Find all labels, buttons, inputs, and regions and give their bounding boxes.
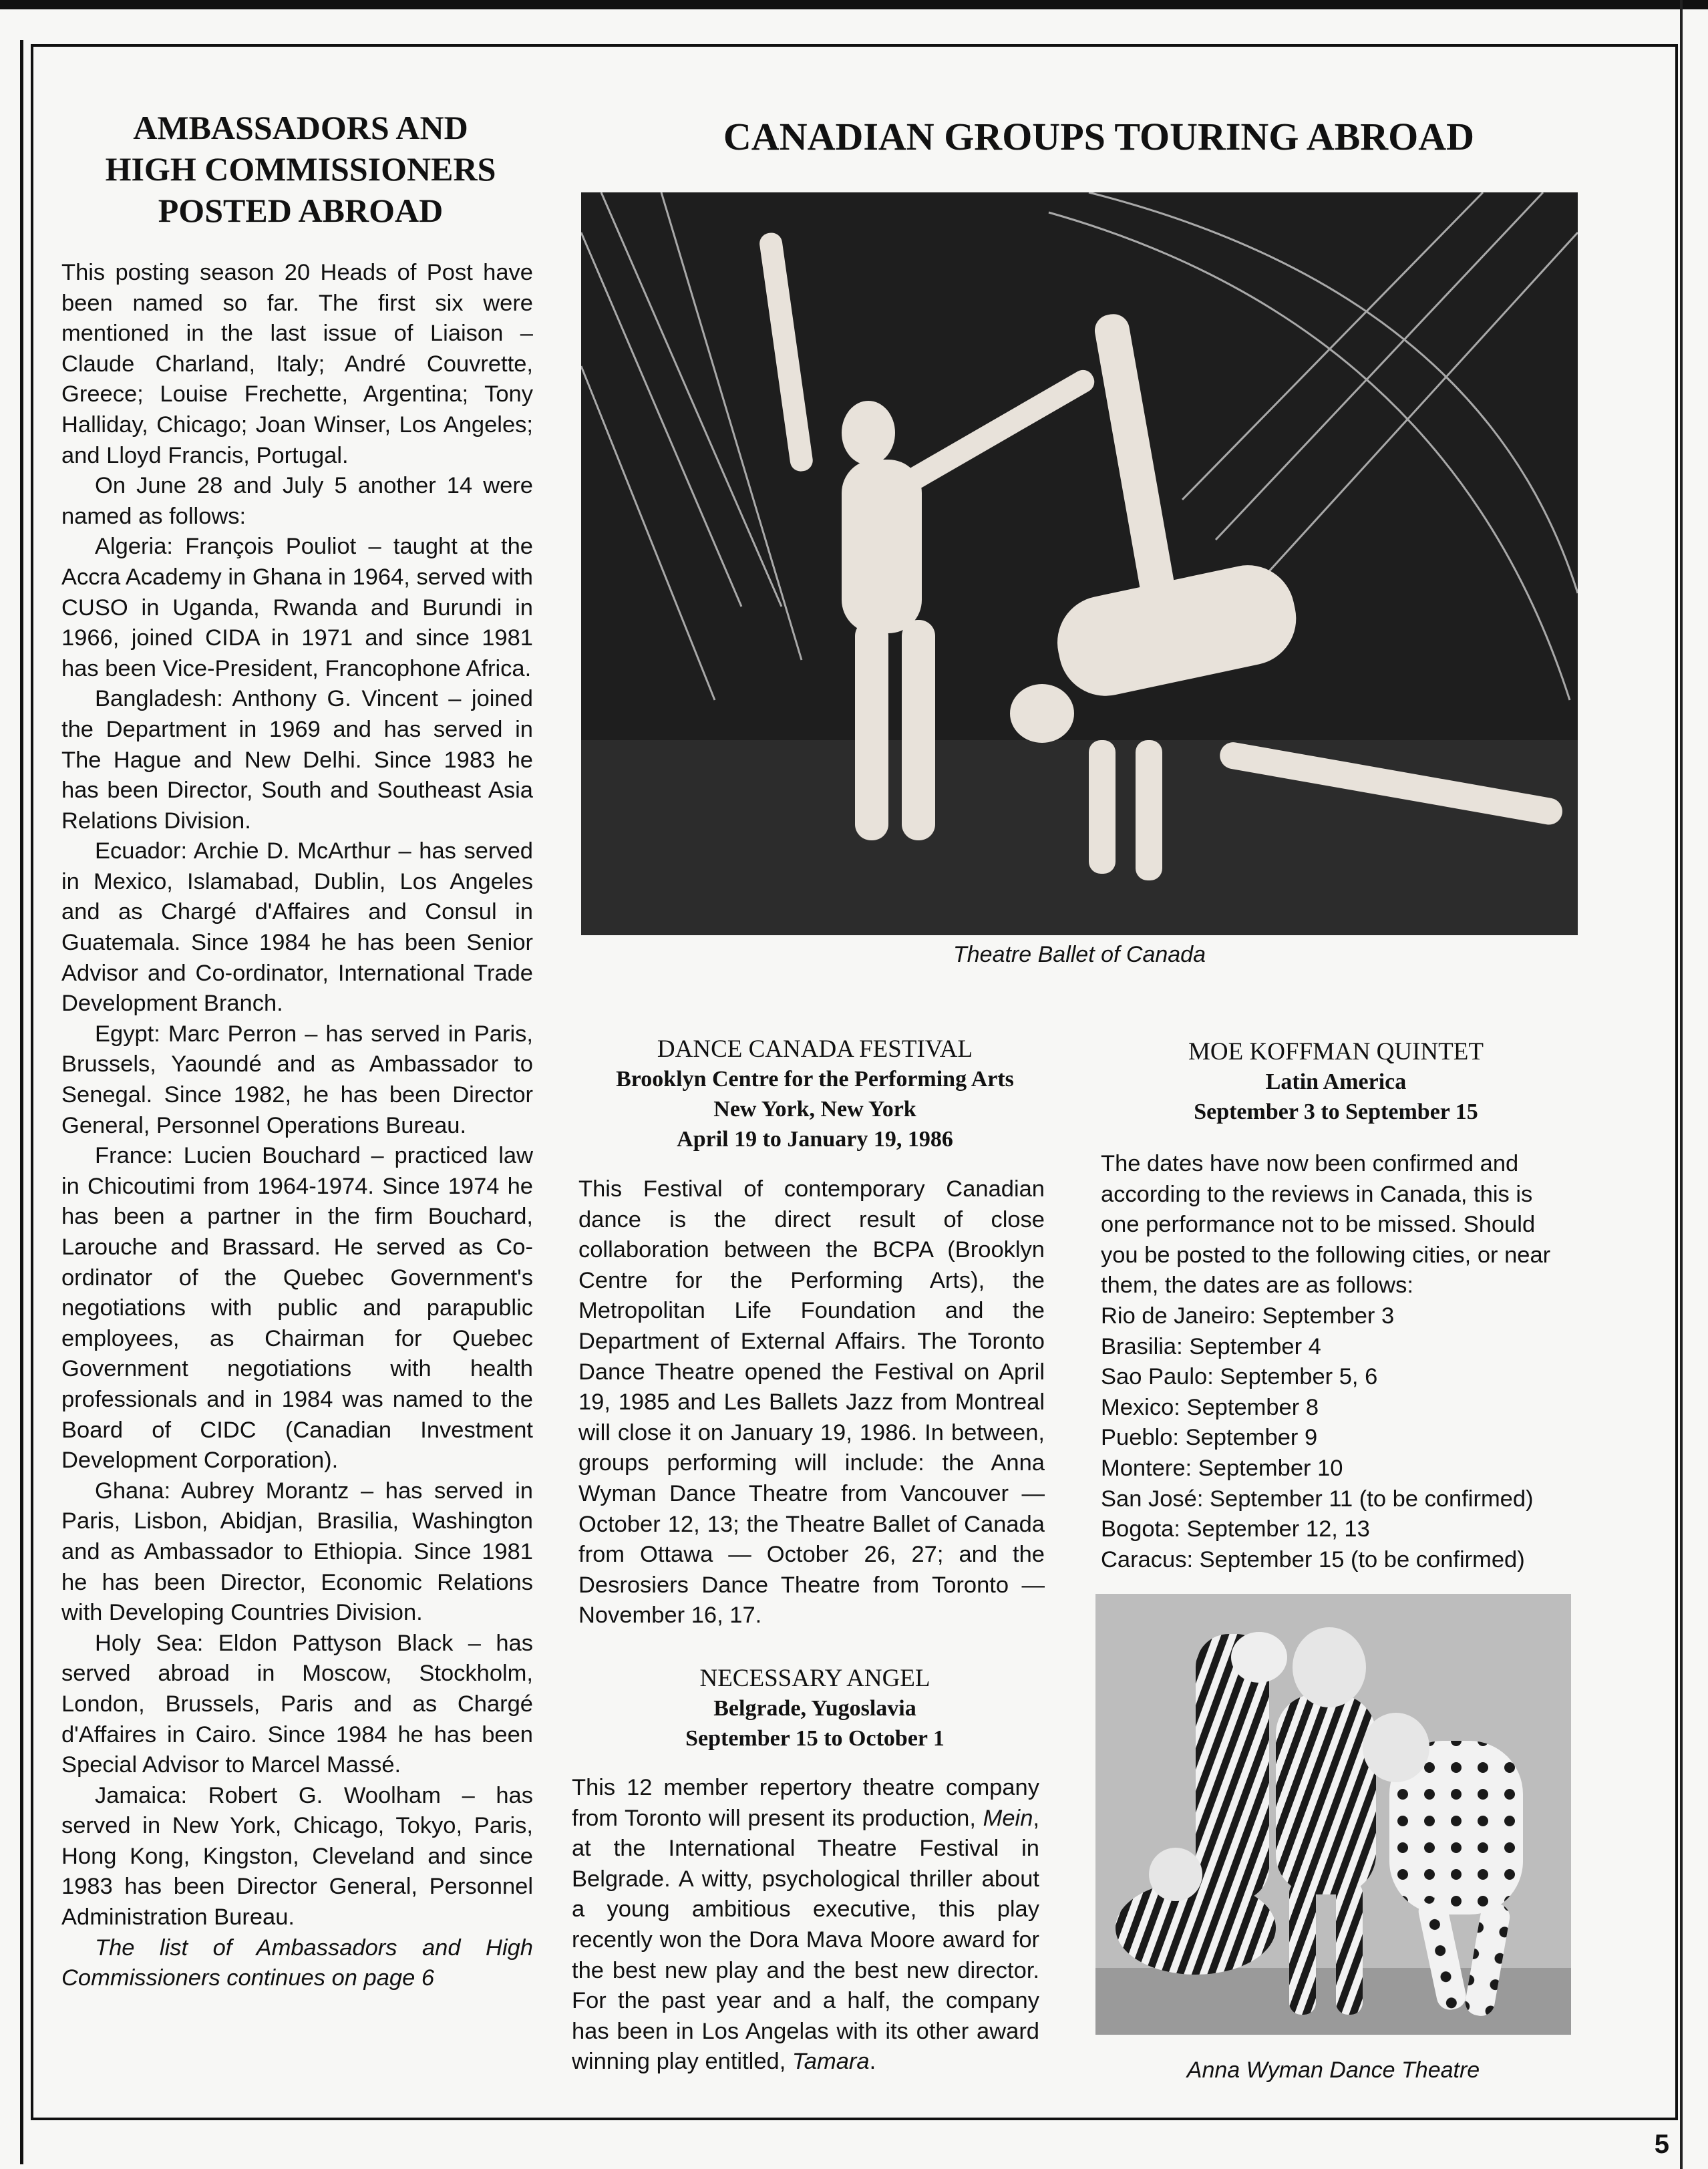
paragraph-algeria: Algeria: François Pouliot – taught at the Accra Academy in Ghana in 1964, served with CUSO in Uganda, Rwanda and Burundi in 1966, joined CIDA in 1971 and since 1981 has been Vice-President, Francophone Africa. xyxy=(61,534,533,681)
schedule-row: Sao Paulo: September 5, 6 xyxy=(1101,1364,1378,1390)
paragraph-holy-sea: Holy Sea: Eldon Pattyson Black – has served abroad in Moscow, Stockholm, London, Brussels, Paris and as Chargé d'Affaires in Cairo. Since 1984 he has been Special Advisor to Marcel Massé. xyxy=(61,1630,533,1778)
dance-canada-city: New York, New York xyxy=(713,1097,916,1122)
caption-theatre-ballet: Theatre Ballet of Canada xyxy=(953,942,1206,967)
ballet-illustration xyxy=(581,192,1578,935)
paragraph-france: France: Lucien Bouchard – practiced law in Chicoutimi from 1964-1974. Since 1974 he has been a partner in the firm Bouchard, Larouche and Brassard. He served as Co-ordinator of the Quebec Government's negotiations with public and parapublic employees, as Chairman for Quebec Government negotiations with health professionals and in 1984 was named to the Board of CIDC (Canadian Investment Development Corporation). xyxy=(61,1143,533,1474)
paragraph-egypt: Egypt: Marc Perron – has served in Paris, Brussels, Yaoundé and as Ambassador to Senegal. Since 1982, he has been Director General, Personnel Operations Bureau. xyxy=(61,1021,533,1138)
schedule-row: San José: September 11 (to be confirmed) xyxy=(1101,1486,1534,1512)
page-number: 5 xyxy=(1654,2130,1669,2159)
paragraph-ghana: Ghana: Aubrey Morantz – has served in Paris, Lisbon, Abidjan, Brasilia, Washington and as Ambassador to Ethiopia. Since 1981 he has been Director, Economic Relations with Developing Countries Division. xyxy=(61,1478,533,1626)
dance-canada-title: DANCE CANADA FESTIVAL xyxy=(657,1035,973,1063)
paragraph-named: On June 28 and July 5 another 14 were named as follows: xyxy=(61,473,533,529)
necessary-angel-body-part-2: , at the International Theatre Festival in Belgrade. A witty, psychological thriller about a young ambitious executive, this play recently won the Dora Mava Moore award for the best new play and the best new director. For the past year and a half, the company has been in Los Angelas with its other award winning play entitled, xyxy=(572,1805,1039,2075)
schedule-row: Bogota: September 12, 13 xyxy=(1101,1516,1370,1542)
scan-right-edge xyxy=(1680,0,1696,2169)
necessary-angel-dates: September 15 to October 1 xyxy=(685,1726,945,1751)
scan-top-edge xyxy=(0,0,1708,9)
intro-paragraph: This posting season 20 Heads of Post have been named so far. The first six were mentioned in the last issue of Liaison – Claude Charland, Italy; André Couvrette, Greece; Louise Frechette, Argentina; Tony Halliday, Chicago; Joan Winser, Los Angeles; and Lloyd Francis, Portugal. xyxy=(61,260,533,468)
dance-canada-header xyxy=(568,1034,1062,1154)
schedule-row: Brasilia: September 4 xyxy=(1101,1333,1321,1359)
schedule-row: Caracus: September 15 (to be confirmed) xyxy=(1101,1546,1525,1572)
dance-canada-dates: April 19 to January 19, 1986 xyxy=(677,1127,953,1152)
paragraph-bangladesh: Bangladesh: Anthony G. Vincent – joined the Department in 1969 and has served in The Hague and New Delhi. Since 1983 he has been Director, South and Southeast Asia Relations Division. xyxy=(61,686,533,834)
left-column-title xyxy=(60,107,541,231)
left-title-line-1: AMBASSADORS AND xyxy=(133,109,468,146)
schedule-row: Montere: September 10 xyxy=(1101,1455,1343,1481)
necessary-angel-header xyxy=(568,1663,1062,1754)
necessary-angel-location: Belgrade, Yugoslavia xyxy=(713,1696,916,1721)
dancers-illustration xyxy=(1095,1594,1571,2035)
dance-canada-body: This Festival of contemporary Canadian dance is the direct result of close collaboration between the BCPA (Brooklyn Centre for the Performing Arts), the Metropolitan Life Foundation and the Department of External Affairs. The Toronto Dance Theatre opened the Festival on April 19, 1985 and Les Ballets Jazz from Montreal will close it on January 19, 1986. In between, groups performing will include: the Anna Wyman Dance Theatre from Vancouver — October 12, 13; the Theatre Ballet of Canada from Ottawa — October 26, 27; and the Desrosiers Dance Theatre from Toronto — November 16, 17. xyxy=(578,1176,1045,1629)
dance-canada-venue: Brooklyn Centre for the Performing Arts xyxy=(616,1067,1014,1092)
necessary-angel-body-part-3: . xyxy=(869,2049,876,2075)
moe-koffman-dates: September 3 to September 15 xyxy=(1194,1100,1478,1124)
moe-koffman-title: MOE KOFFMAN QUINTET xyxy=(1188,1038,1484,1065)
necessary-angel-body xyxy=(572,1773,1039,2077)
schedule-row: Pueblo: September 9 xyxy=(1101,1425,1318,1451)
main-title: CANADIAN GROUPS TOURING ABROAD xyxy=(723,115,1475,158)
left-title-line-2: HIGH COMMISSIONERS xyxy=(105,150,496,188)
necessary-angel-title: NECESSARY ANGEL xyxy=(699,1665,930,1692)
left-column-body xyxy=(61,258,533,1994)
left-title-line-3: POSTED ABROAD xyxy=(158,192,444,229)
necessary-angel-play-title: Mein xyxy=(983,1805,1033,1831)
moe-koffman-header xyxy=(1089,1037,1583,1127)
schedule-row: Mexico: September 8 xyxy=(1101,1394,1319,1420)
photo-anna-wyman xyxy=(1095,1594,1571,2035)
continued-note: The list of Ambassadors and High Commissioners continues on page 6 xyxy=(61,1935,533,1991)
photo-theatre-ballet xyxy=(581,192,1578,935)
moe-koffman-intro: The dates have now been confirmed and according to the reviews in Canada, this is one performance not to be missed. Should you be posted to the following cities, or near them, the dates are as follows: xyxy=(1101,1151,1551,1299)
moe-koffman-schedule xyxy=(1101,1301,1582,1575)
schedule-row: Rio de Janeiro: September 3 xyxy=(1101,1303,1395,1329)
necessary-angel-play-title-2: Tamara xyxy=(792,2049,870,2075)
necessary-angel-body-part-1: This 12 member repertory theatre company from Toronto will present its production, xyxy=(572,1775,1039,1831)
moe-koffman-region: Latin America xyxy=(1265,1069,1407,1094)
paragraph-jamaica: Jamaica: Robert G. Woolham – has served in New York, Chicago, Tokyo, Paris, Hong Kong, Kingston, Cleveland and since 1983 has been Director General, Personnel Administration Bureau. xyxy=(61,1782,533,1931)
caption-anna-wyman: Anna Wyman Dance Theatre xyxy=(1186,2057,1480,2083)
scan-left-edge xyxy=(0,40,23,2164)
paragraph-ecuador: Ecuador: Archie D. McArthur – has served in Mexico, Islamabad, Dublin, Los Angeles and as Chargé d'Affaires and Consul in Guatemala. Since 1984 he has been Senior Advisor and Co-ordinator, International Trade Development Branch. xyxy=(61,838,533,1017)
